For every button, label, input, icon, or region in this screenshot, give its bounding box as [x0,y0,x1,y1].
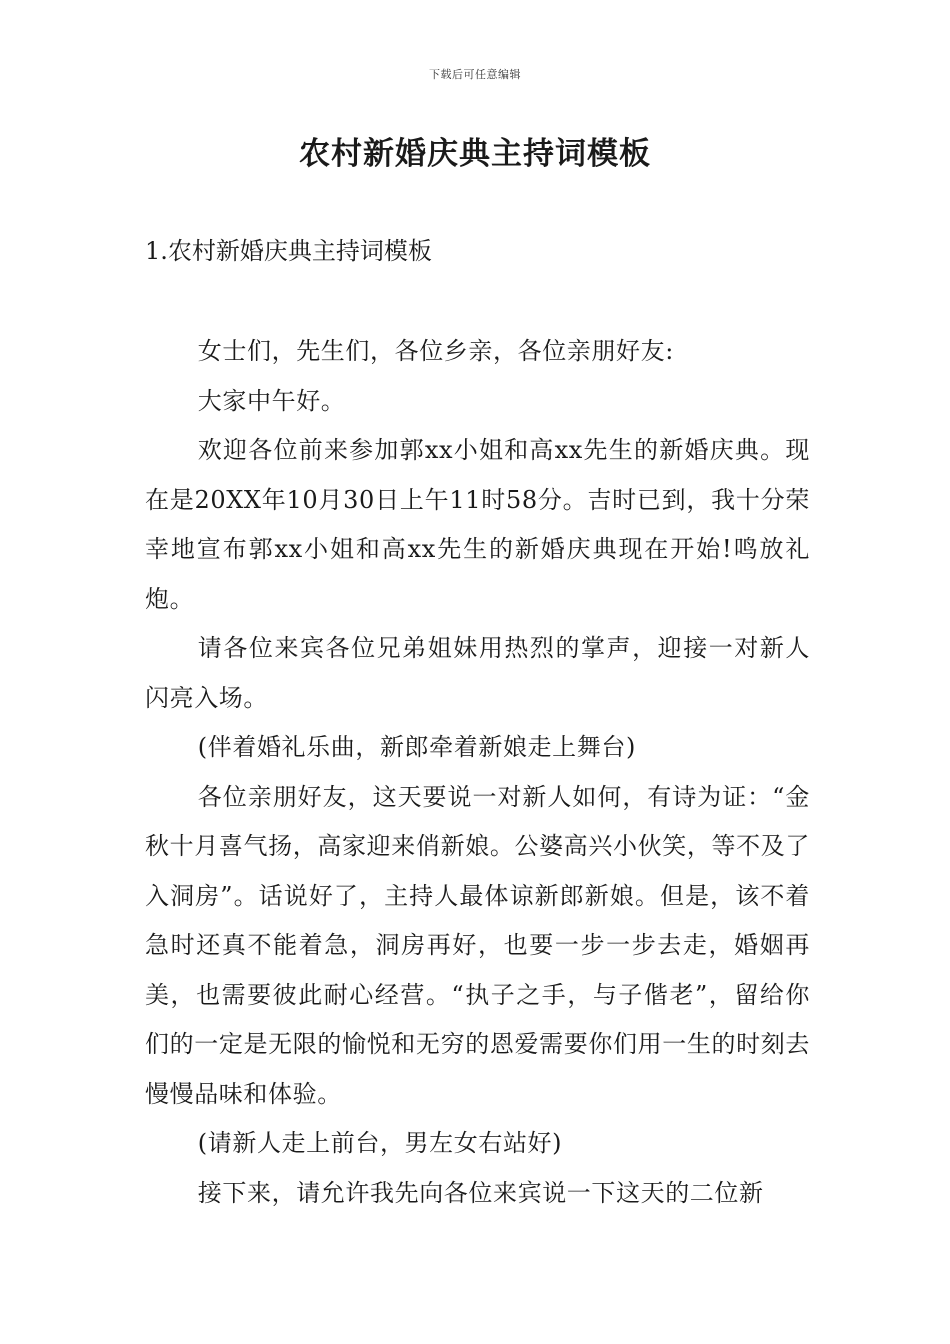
paragraph-good-noon: 大家中午好。 [197,386,346,415]
paragraph-introduction: 接下来，请允许我先向各位来宾说一下这天的二位新 [197,1178,764,1207]
header-note: 下载后可任意编辑 [429,68,521,81]
body-text [145,327,810,1218]
paragraph-stage-note-music: (伴着婚礼乐曲，新郎牵着新娘走上舞台) [197,733,636,761]
paragraph-entrance: 请各位来宾各位兄弟姐妹用热烈的掌声，迎接一对新人闪亮入场。 [145,634,810,712]
document-title: 农村新婚庆典主持词模板 [299,136,651,172]
paragraph-welcome: 欢迎各位前来参加郭xx小姐和高xx先生的新婚庆典。现在是20XX年10月30日上午11时58分。吉时已到，我十分荣幸地宣布郭xx小姐和高xx先生的新婚庆典现在开始!鸣放礼炮。 [145,436,810,613]
paragraph-stage-note-positions: (请新人走上前台，男左女右站好) [197,1129,563,1157]
paragraph-poem: 各位亲朋好友，这天要说一对新人如何，有诗为证：“金秋十月喜气扬，高家迎来俏新娘。公婆高兴小伙笑，等不及了入洞房”。话说好了，主持人最体谅新郎新娘。但是，该不着急时还真不能着急，洞房再好，也要一步一步去走，婚姻再美，也需要彼此耐心经营。“执子之手，与子偕老”，留给你们的一定是无限的愉悦和无穷的恩爱需要你们用一生的时刻去慢慢品味和体验。 [145,782,810,1108]
section-heading: 1.农村新婚庆典主持词模板 [145,237,432,265]
paragraph-greeting: 女士们，先生们，各位乡亲，各位亲朋好友: [197,337,674,365]
